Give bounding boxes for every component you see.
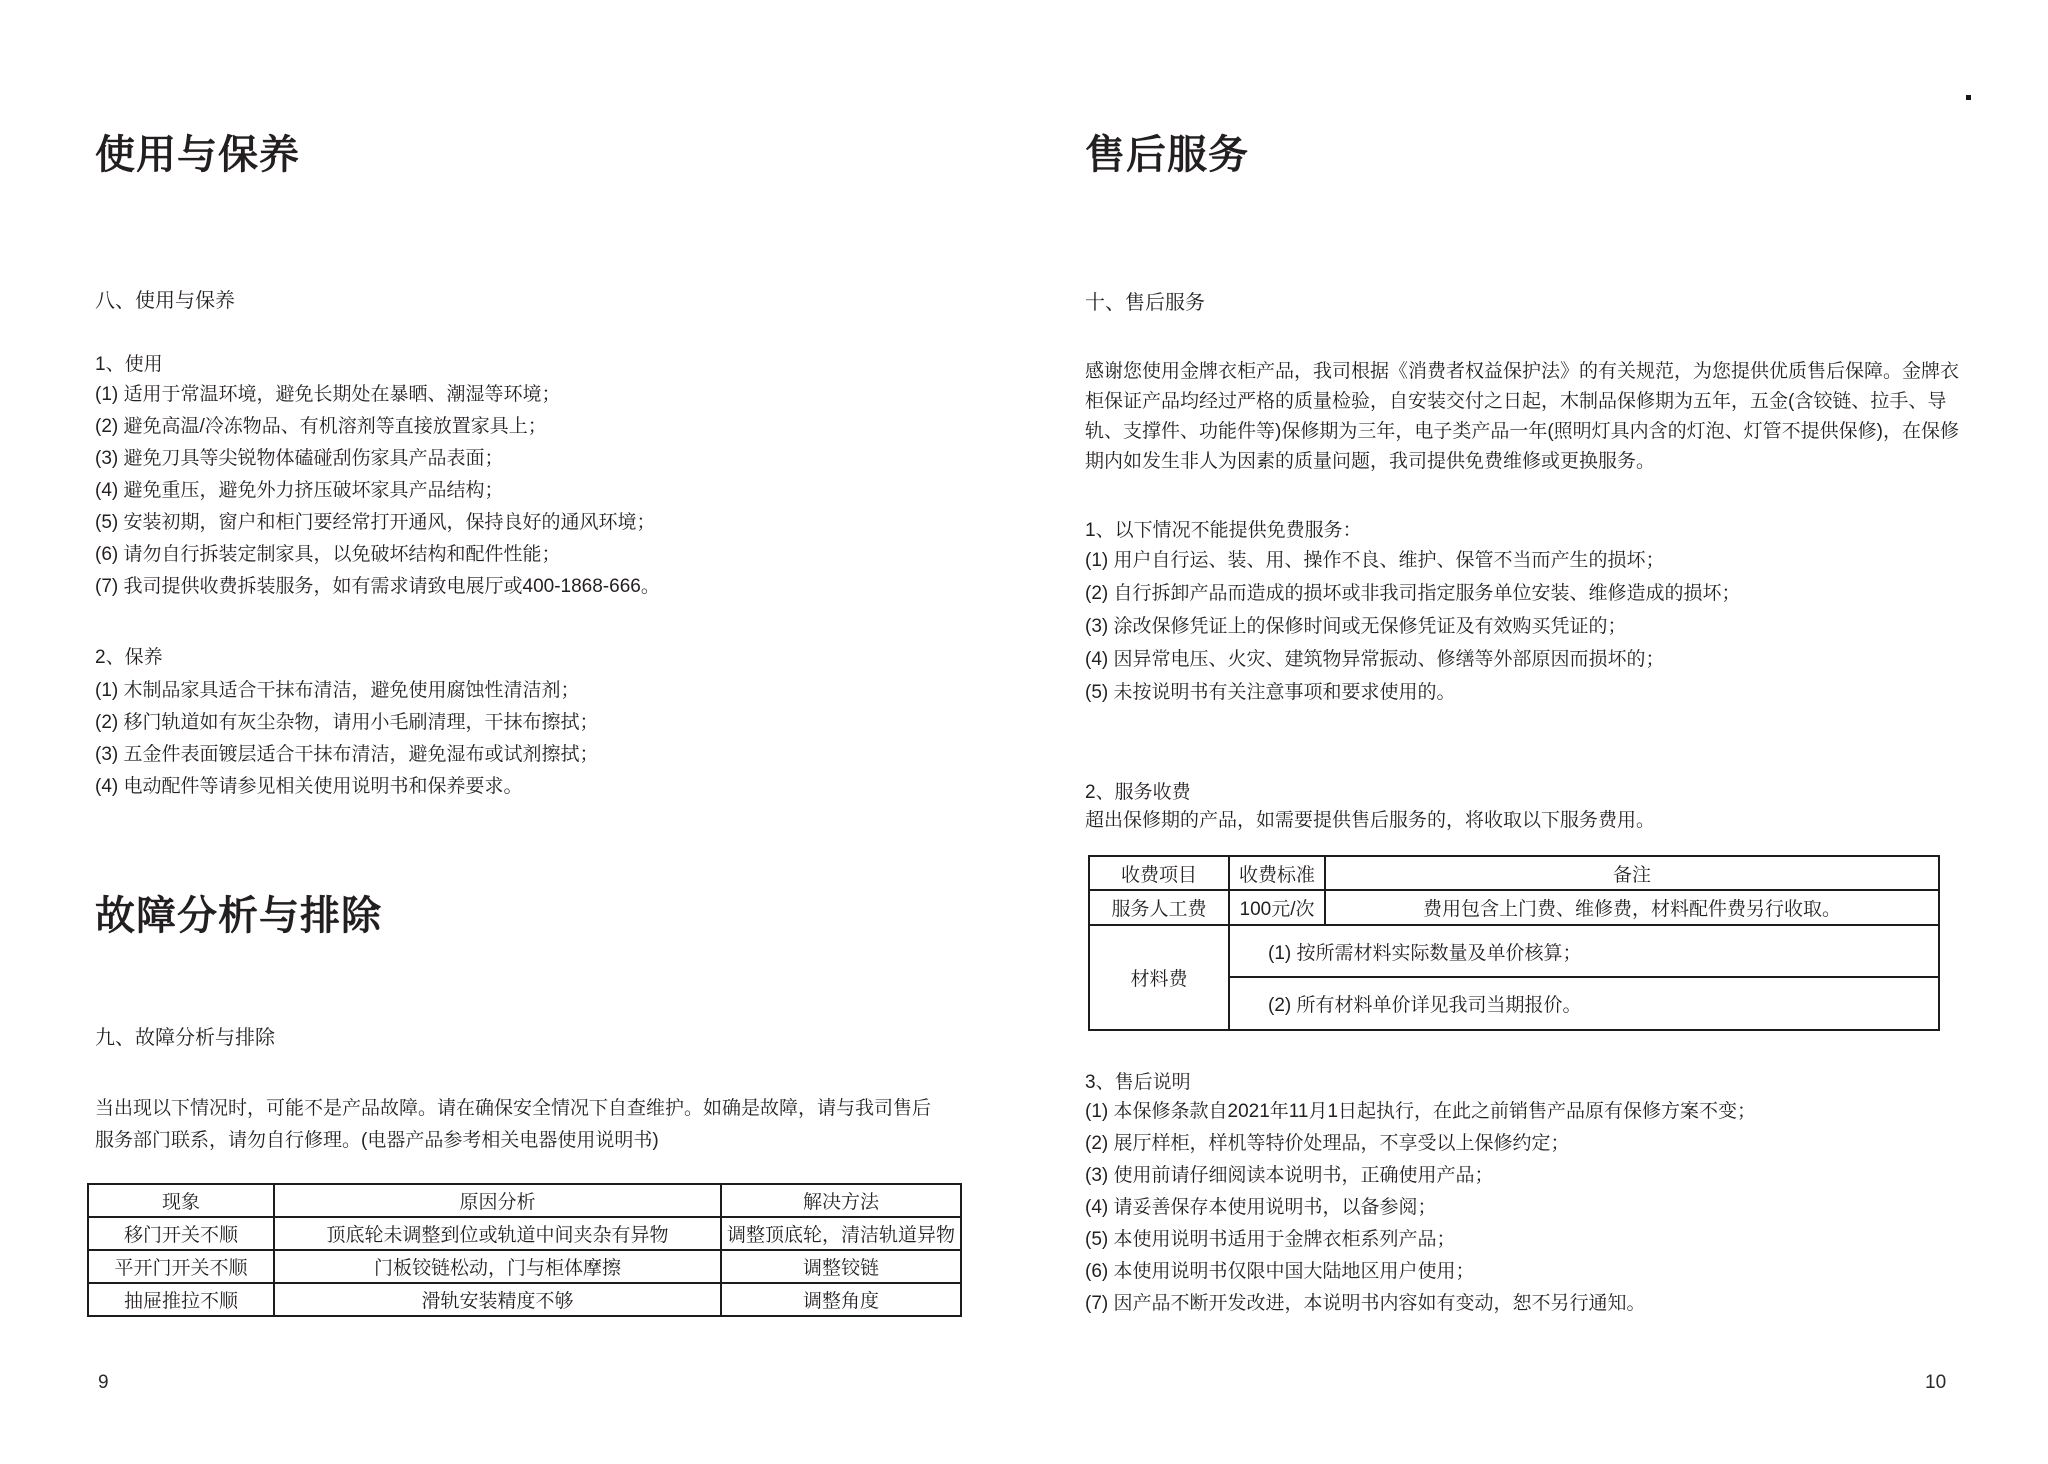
troubleshooting-intro xyxy=(95,1093,931,1157)
list-item: (1) 适用于常温环境，避免长期处在暴晒、潮湿等环境； xyxy=(95,384,561,405)
after-sales-notes-list xyxy=(1085,1096,1756,1320)
table-cell: 抽屉推拉不顺 xyxy=(88,1283,274,1316)
table-row xyxy=(1089,925,1939,977)
paragraph-line: 柜保证产品均经过严格的质量检验，自安装交付之日起，木制品保修期为五年，五金(含铰链、拉手、导 xyxy=(1085,391,1947,412)
troubleshooting-table xyxy=(87,1183,962,1317)
table-cell: 费用包含上门费、维修费，材料配件费另行收取。 xyxy=(1325,890,1939,925)
table-header-cell: 收费标准 xyxy=(1229,856,1325,890)
paragraph-line: 感谢您使用金牌衣柜产品，我司根据《消费者权益保护法》的有关规范，为您提供优质售后保障。金牌衣 xyxy=(1085,361,1960,382)
table-cell: 调整顶底轮，清洁轨道异物 xyxy=(721,1217,961,1250)
list-item: (2) 展厅样柜，样机等特价处理品，不享受以上保修约定； xyxy=(1085,1133,1570,1154)
list-item: (6) 本使用说明书仅限中国大陆地区用户使用； xyxy=(1085,1261,1475,1282)
table-cell: 服务人工费 xyxy=(1089,890,1229,925)
page-title-use-care: 使用与保养 xyxy=(95,133,300,177)
table-header-cell: 收费项目 xyxy=(1089,856,1229,890)
list-item: (4) 电动配件等请参见相关使用说明书和保养要求。 xyxy=(95,776,523,797)
page-title-after-sales: 售后服务 xyxy=(1085,133,1249,177)
list-item: (2) 避免高温/冷冻物品、有机溶剂等直接放置家具上； xyxy=(95,416,547,437)
care-subheading: 2、保养 xyxy=(95,647,163,668)
table-header-row xyxy=(1089,856,1939,890)
table-cell: 100元/次 xyxy=(1229,890,1325,925)
list-item: (4) 避免重压，避免外力挤压破坏家具产品结构； xyxy=(95,480,504,501)
use-subheading: 1、使用 xyxy=(95,354,163,375)
table-cell: 顶底轮未调整到位或轨道中间夹杂有异物 xyxy=(274,1217,721,1250)
list-item: (6) 请勿自行拆装定制家具，以免破坏结构和配件性能； xyxy=(95,544,561,565)
list-item: (3) 涂改保修凭证上的保修时间或无保修凭证及有效购买凭证的； xyxy=(1085,616,1627,637)
paragraph-line: 轨、支撑件、功能件等)保修期为三年，电子类产品一年(照明灯具内含的灯泡、灯管不提供保修)，在保修 xyxy=(1085,421,1959,442)
list-item: (5) 本使用说明书适用于金牌衣柜系列产品； xyxy=(1085,1229,1456,1250)
no-free-service-heading: 1、以下情况不能提供免费服务： xyxy=(1085,520,1362,541)
service-fee-table xyxy=(1088,855,1940,1031)
list-item: (2) 自行拆卸产品而造成的损坏或非我司指定服务单位安装、维修造成的损坏； xyxy=(1085,583,1741,604)
table-cell: 调整铰链 xyxy=(721,1250,961,1283)
list-item: (4) 请妥善保存本使用说明书，以备参阅； xyxy=(1085,1197,1437,1218)
list-item: (3) 五金件表面镀层适合干抹布清洁，避免湿布或试剂擦拭； xyxy=(95,744,599,765)
care-list xyxy=(95,675,599,803)
list-item: (1) 用户自行运、装、用、操作不良、维护、保管不当而产生的损坏； xyxy=(1085,550,1665,571)
warranty-intro xyxy=(1085,357,1959,477)
page-number-left: 9 xyxy=(98,1372,109,1393)
table-header-cell: 备注 xyxy=(1325,856,1939,890)
list-item: (5) 安装初期，窗户和柜门要经常打开通风，保持良好的通风环境； xyxy=(95,512,656,533)
table-row xyxy=(1089,890,1939,925)
section-9-heading: 九、故障分析与排除 xyxy=(95,1027,275,1049)
table-cell: 调整角度 xyxy=(721,1283,961,1316)
service-fee-intro: 超出保修期的产品，如需要提供售后服务的，将收取以下服务费用。 xyxy=(1085,810,1656,831)
no-free-service-list xyxy=(1085,544,1741,709)
list-item: (7) 因产品不断开发改进，本说明书内容如有变动，恕不另行通知。 xyxy=(1085,1293,1646,1314)
service-fee-heading: 2、服务收费 xyxy=(1085,782,1191,803)
paragraph-line: 服务部门联系，请勿自行修理。(电器产品参考相关电器使用说明书) xyxy=(95,1130,659,1151)
section-10-heading: 十、售后服务 xyxy=(1085,292,1205,314)
list-item: (3) 避免刀具等尖锐物体磕碰刮伤家具产品表面； xyxy=(95,448,504,469)
list-item: (5) 未按说明书有关注意事项和要求使用的。 xyxy=(1085,682,1456,703)
table-row xyxy=(88,1217,961,1250)
section-8-heading: 八、使用与保养 xyxy=(95,290,235,312)
use-list xyxy=(95,379,660,603)
table-cell: (2) 所有材料单价详见我司当期报价。 xyxy=(1229,977,1939,1030)
table-header-cell: 原因分析 xyxy=(274,1184,721,1217)
table-cell: 移门开关不顺 xyxy=(88,1217,274,1250)
list-item: (2) 移门轨道如有灰尘杂物，请用小毛刷清理，干抹布擦拭； xyxy=(95,712,599,733)
paragraph-line: 期内如发生非人为因素的质量问题，我司提供免费维修或更换服务。 xyxy=(1085,451,1656,472)
table-header-row xyxy=(88,1184,961,1217)
list-item: (3) 使用前请仔细阅读本说明书，正确使用产品； xyxy=(1085,1165,1494,1186)
table-cell: 材料费 xyxy=(1089,925,1229,1030)
page-number-right: 10 xyxy=(1925,1372,1947,1393)
table-cell: (1) 按所需材料实际数量及单价核算； xyxy=(1229,925,1939,977)
paragraph-line: 当出现以下情况时，可能不是产品故障。请在确保安全情况下自查维护。如确是故障，请与我司售后 xyxy=(95,1098,932,1119)
page-title-troubleshooting: 故障分析与排除 xyxy=(95,894,382,938)
table-cell: 门板铰链松动，门与柜体摩擦 xyxy=(274,1250,721,1283)
list-item: (1) 本保修条款自2021年11月1日起执行，在此之前销售产品原有保修方案不变； xyxy=(1085,1101,1757,1122)
list-item: (7) 我司提供收费拆装服务，如有需求请致电展厅或400-1868-666。 xyxy=(95,576,660,597)
table-row xyxy=(88,1250,961,1283)
table-header-cell: 现象 xyxy=(88,1184,274,1217)
list-item: (4) 因异常电压、火灾、建筑物异常振动、修缮等外部原因而损坏的； xyxy=(1085,649,1665,670)
table-header-cell: 解决方法 xyxy=(721,1184,961,1217)
after-sales-notes-heading: 3、售后说明 xyxy=(1085,1072,1191,1093)
table-cell: 滑轨安装精度不够 xyxy=(274,1283,721,1316)
page-right xyxy=(1085,0,2045,1464)
table-cell: 平开门开关不顺 xyxy=(88,1250,274,1283)
table-row xyxy=(88,1283,961,1316)
list-item: (1) 木制品家具适合干抹布清洁，避免使用腐蚀性清洁剂； xyxy=(95,680,580,701)
page-left xyxy=(95,0,1055,1464)
